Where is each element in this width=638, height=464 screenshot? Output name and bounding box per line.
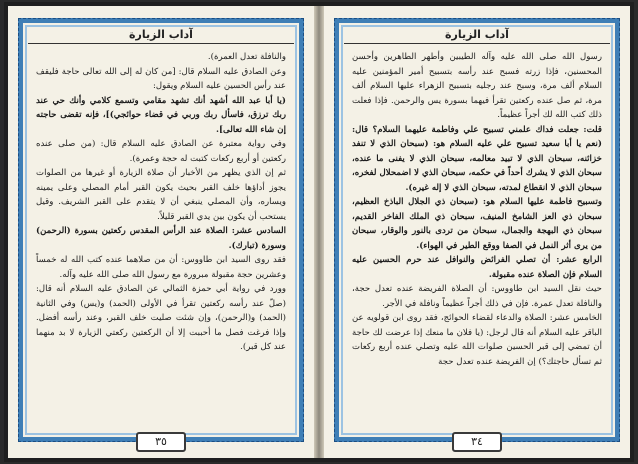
- right-section-heading: الرابع عشر: أن تصلي الفرائض والنوافل عند حرم الحسين عليه السلام فإن الصلاة عنده مقبولة.: [352, 255, 602, 280]
- left-paragraph: فقد روى السيد ابن طاووس: أن من صلاهما عنده كتب الله له خمساً وعشرين حجة مقبولة مبرورة مع رسول الله صلى الله عليه وآله.: [36, 255, 286, 280]
- left-paragraph: والنافلة تعدل العمرة).: [207, 52, 286, 62]
- left-paragraph: ثم إن الذي يظهر من الأخبار أن صلاة الزيارة أو غيرها من الصلوات يجوز أداؤها خلف القبر بحيث يكون القبر أمام المصلي وعلى يمينه ويساره، وأن المصلي ينبغي أن لا يتقدم على القبر الشريف. وقيل يستحب أن يكون بين يدي القبر قليلاً.: [36, 168, 286, 222]
- left-paragraph: وعن الصادق عليه السلام قال: [من كان له إلى الله تعالى حاجة فليقف عند رأس الحسين عليه السلام ويقول:: [36, 66, 286, 91]
- left-section-heading: السادس عشر: الصلاة عند الرأس المقدس ركعتين بسورة (الرحمن) وسورة (تبارك).: [36, 226, 286, 251]
- right-section-heading: الخامس عشر: الصلاة والدعاء لقضاء الحوائج، فقد روى ابن قولويه عن الباقر عليه السلام أنه قال لرجل: (يا فلان ما منعك إذا عرضت لك حاجة أن تمضي إلى قبر الحسين صلوات الله عليه وتصلي عنده أربع ركعات ثم تسأل حاجتك؟) إن الفريضة عنده تعدل حجة: [352, 313, 602, 367]
- right-paragraph: وتسبيح فاطمة عليها السلام هو: (سبحان ذي الجلال الباذخ العظيم، سبحان ذي العز الشامخ المنيف، سبحان ذي الملك الفاخر القديم، سبحان ذي البهجة والجمال، سبحان من تردى بالنور والوقار، سبحان من يرى أثر النمل في الصفا ووقع الطير في الهواء).: [352, 197, 602, 251]
- left-page: [8, 6, 314, 458]
- left-running-header: آداب الزيارة: [28, 28, 294, 44]
- left-page-number: ٣٥: [136, 432, 186, 452]
- right-running-header: آداب الزيارة: [344, 28, 610, 44]
- left-paragraph: وورد في رواية أبي حمزة الثمالي عن الصادق عليه السلام أنه قال: (صلّ عند رأسه ركعتين تقرأ في الأولى (الحمد) و(يس) وفي الثانية (الحمد) و(الرحمن)، وإن شئت صليت خلف القبر، وعند رأسه أفضل. وإذا فرغت فصل ما أحببت إلا أن الركعتين ركعتي الزيارة لا بد منهما عند كل قبر).: [36, 284, 286, 352]
- right-page-number: ٣٤: [452, 432, 502, 452]
- left-page-content: [28, 28, 294, 432]
- right-paragraph: حيث نقل السيد ابن طاووس: أن الصلاة الفريضة عنده تعدل حجة، والنافلة تعدل عمرة. فإن في ذلك أجراً عظيماً ونافلة في الأجر.: [352, 284, 602, 309]
- right-page-content: [344, 28, 610, 432]
- left-paragraph: (يا أبا عبد الله أشهد أنك تشهد مقامي وتسمع كلامي وأنك حي عند ربك ترزق، فاسأل ربك وربي في قضاء حوائجي)]، فإنه تقضى حاجته إن شاء الله تعالى].: [36, 95, 286, 135]
- left-paragraph: وفي رواية معتبرة عن الصادق عليه السلام قال: (من صلى عنده ركعتين أو أربع ركعات كتبت له حجة وعمرة).: [36, 139, 286, 164]
- right-paragraph: رسول الله صلى الله عليه وآله الطيبين وأطهر الطاهرين وأحسن المحسنين، فإذا زرته فسبح عند رأسه بتسبيح أمير المؤمنين عليه السلام ألف مرة، وسبح عند رجليه بتسبيح الزهراء عليها السلام ألف مرة، ثم صل عنده ركعتين تقرأ فيهما بسورة يس والرحمن. فإذا فعلت ذلك كتب الله لك أجراً عظيماً.: [352, 52, 602, 120]
- book-spread: [4, 2, 634, 462]
- right-page: [324, 6, 630, 458]
- right-paragraph: قلت: جعلت فداك علمني تسبيح علي وفاطمة عليهما السلام؟ قال: (نعم يا أبا سعيد تسبيح علي عليه السلام هو: (سبحان الذي لا تنفد خزائنه، سبحان الذي لا تبيد معالمه، سبحان الذي لا يفنى ما عنده، سبحان الذي لا يشرك أحداً في حكمه، سبحان الذي لا اضمحلال لفخره، سبحان الذي لا انقطاع لمدته، سبحان الذي لا إله غيره).: [351, 124, 602, 193]
- book-spine: [314, 6, 324, 458]
